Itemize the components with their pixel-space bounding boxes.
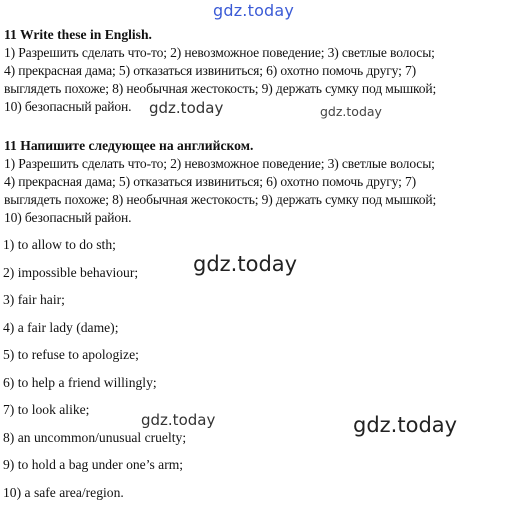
answer-item-5: 5) to refuse to apologize;: [3, 347, 139, 362]
watermark-middle: gdz.today: [193, 252, 298, 276]
exercise-russian-heading: 11 Напишите следующее на английском.: [4, 138, 254, 153]
watermark-top: gdz.today: [213, 1, 295, 20]
answers-list: [3, 236, 483, 511]
exercise-english-line-4: 10) безопасный район.: [4, 99, 132, 114]
exercise-russian-line-2: 4) прекрасная дама; 5) отказаться извиниться; 6) охотно помочь другу; 7): [4, 174, 417, 189]
answer-item-2: 2) impossible behaviour;: [3, 264, 139, 280]
answer-item-7: 7) to look alike;: [3, 402, 90, 417]
answer-item-6: 6) to help a friend willingly;: [3, 374, 157, 390]
answer-item-1: 1) to allow to do sth;: [3, 237, 116, 252]
answer-item-10: 10) a safe area/region.: [3, 484, 124, 500]
exercise-russian-line-1: 1) Разрешить сделать что-то; 2) невозможное поведение; 3) светлые волосы;: [4, 156, 435, 171]
exercise-english-heading: 11 Write these in English.: [4, 27, 152, 42]
answer-item-8: 8) an uncommon/unusual cruelty;: [3, 429, 187, 445]
exercise-russian-line-3: выглядеть похоже; 8) необычная жестокость; 9) держать сумку под мышкой;: [4, 192, 437, 207]
watermark-lower-left: gdz.today: [141, 411, 216, 429]
answer-item-9: 9) to hold a bag under one’s arm;: [3, 457, 184, 472]
watermark-small-right: gdz.today: [320, 104, 382, 119]
exercise-english-line-3: выглядеть похоже; 8) необычная жестокость; 9) держать сумку под мышкой;: [4, 81, 437, 96]
exercise-english-block: [4, 26, 506, 116]
exercise-english-line-2: 4) прекрасная дама; 5) отказаться извиниться; 6) охотно помочь другу; 7): [4, 63, 417, 78]
answer-item-3: 3) fair hair;: [3, 292, 65, 307]
exercise-english-line-1: 1) Разрешить сделать что-то; 2) невозможное поведение; 3) светлые волосы;: [4, 45, 435, 60]
exercise-russian-line-4: 10) безопасный район.: [4, 210, 132, 225]
answer-item-4: 4) a fair lady (dame);: [3, 319, 119, 335]
watermark-lower-right: gdz.today: [353, 413, 458, 437]
exercise-russian-block: [4, 137, 506, 227]
watermark-small-left: gdz.today: [149, 99, 224, 117]
